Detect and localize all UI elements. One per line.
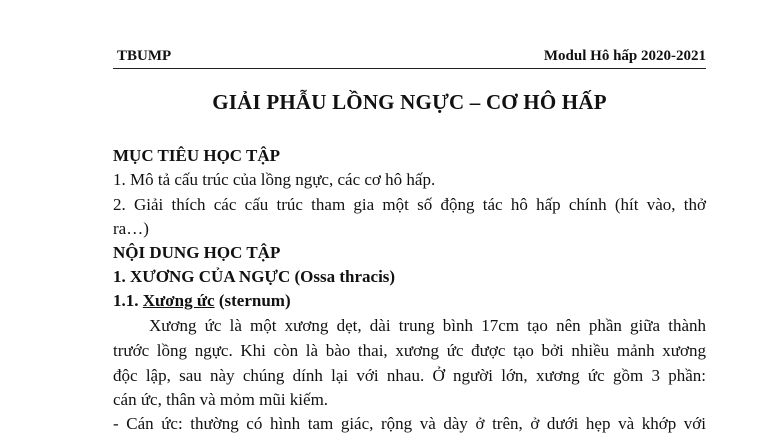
subsection-latin: (sternum): [214, 291, 291, 310]
section-1-latin: Ossa thracis: [300, 267, 390, 286]
content-heading: NỘI DUNG HỌC TẬP: [113, 243, 281, 262]
paragraph-1-line-2: trước lồng ngực. Khi còn là bào thai, xương ức được tạo bởi nhiều mảnh xương: [113, 341, 706, 360]
paragraph-1-line-3: độc lập, sau này chúng dính lại với nhau. Ở người lớn, xương ức gồm 3 phần:: [113, 366, 706, 385]
header-left-text: TBUMP: [117, 48, 172, 64]
document-title: GIẢI PHẪU LỒNG NGỰC – CƠ HÔ HẤP: [212, 90, 607, 114]
section-1-prefix: 1. XƯƠNG CỦA NGỰC (: [113, 267, 301, 286]
subsection-number: 1.1.: [113, 291, 143, 310]
subsection-1-1-heading: [113, 291, 706, 311]
paragraph-1-line-4: cán ức, thân và mỏm mũi kiếm.: [113, 390, 329, 409]
subsection-title: Xương ức: [142, 291, 215, 310]
paragraph-1-line-1: Xương ức là một xương dẹt, dài trung bình 17cm tạo nên phần giữa thành: [149, 316, 706, 335]
section-1-suffix: ): [389, 267, 396, 286]
objective-item-1: 1. Mô tả cấu trúc của lồng ngực, các cơ hô hấp.: [113, 170, 436, 189]
objective-item-2-line-2: ra…): [113, 219, 149, 238]
objectives-heading: MỤC TIÊU HỌC TẬP: [113, 146, 281, 165]
page-header: [113, 46, 706, 69]
objective-item-2-line-1: 2. Giải thích các cấu trúc tham gia một số động tác hô hấp chính (hít vào, thở: [113, 195, 706, 214]
header-right-text: Modul Hô hấp 2020-2021: [543, 48, 706, 64]
section-1-heading: [113, 267, 706, 287]
paragraph-2-line-1: - Cán ức: thường có hình tam giác, rộng và dày ở trên, ở dưới hẹp và khớp với: [113, 414, 706, 433]
